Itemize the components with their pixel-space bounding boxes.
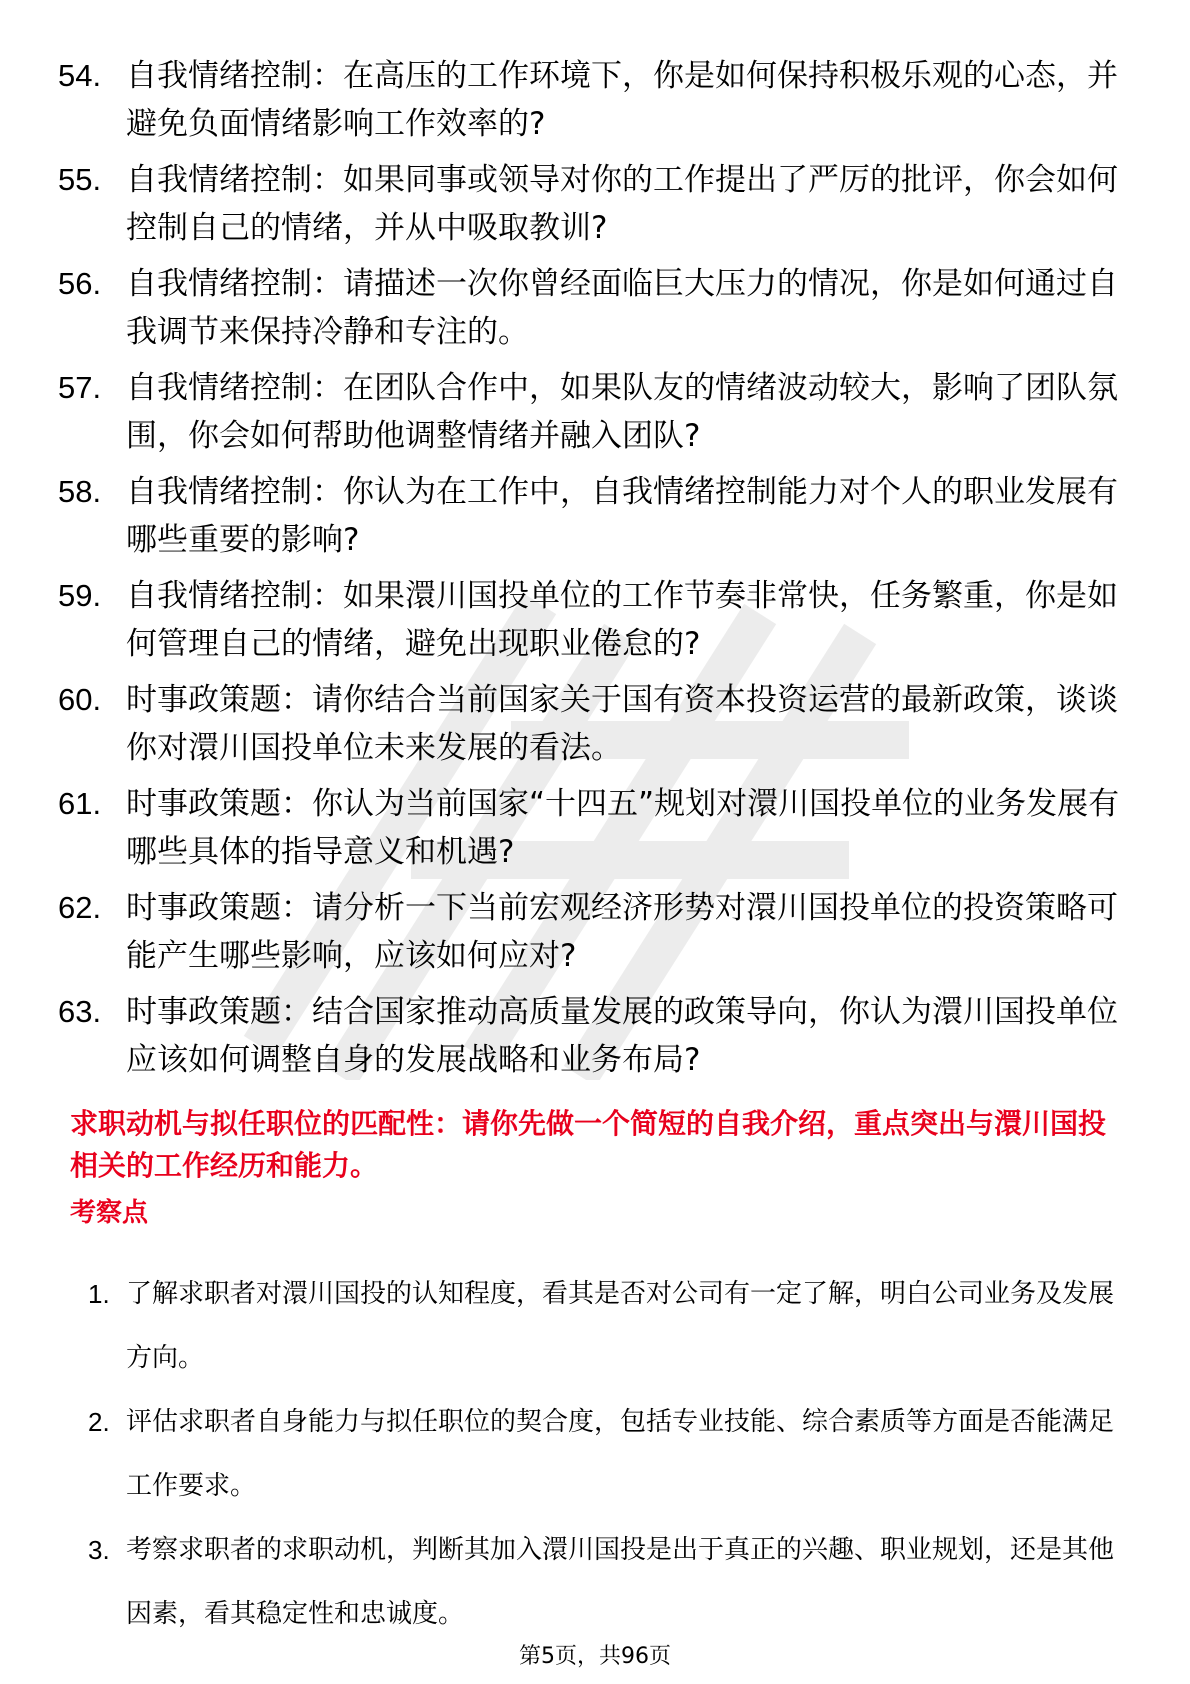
- points-label: 考察点: [70, 1198, 149, 1228]
- question-text: 自我情绪控制：请描述一次你曾经面临巨大压力的情况，你是如何通过自我调节来保持冷静和专注的。: [126, 266, 1118, 350]
- question-item-62: [0, 884, 1190, 980]
- question-number: 59.: [58, 578, 102, 613]
- question-item-60: [0, 676, 1190, 772]
- point-number: 2.: [88, 1407, 110, 1437]
- question-text: 时事政策题：你认为当前国家“十四五”规划对澴川国投单位的业务发展有哪些具体的指导意义和机遇?: [126, 786, 1120, 870]
- question-item-61: [0, 780, 1190, 876]
- point-item-1: [0, 1262, 1190, 1390]
- point-item-3: [0, 1518, 1190, 1646]
- question-number: 61.: [58, 786, 102, 821]
- question-text: 自我情绪控制：在高压的工作环境下，你是如何保持积极乐观的心态，并避免负面情绪影响工作效率的?: [126, 58, 1118, 142]
- question-number: 55.: [58, 162, 102, 197]
- section-title: 求职动机与拟任职位的匹配性：请你先做一个简短的自我介绍，重点突出与澴川国投相关的工作经历和能力。: [70, 1107, 1107, 1182]
- points-list: [0, 1262, 1190, 1646]
- question-number: 56.: [58, 266, 102, 301]
- question-number: 62.: [58, 890, 102, 925]
- question-text: 自我情绪控制：如果同事或领导对你的工作提出了严厉的批评，你会如何控制自己的情绪，并从中吸取教训?: [126, 162, 1118, 246]
- question-number: 60.: [58, 682, 102, 717]
- point-text: 了解求职者对澴川国投的认知程度，看其是否对公司有一定了解，明白公司业务及发展方向。: [126, 1279, 1115, 1373]
- question-number: 54.: [58, 58, 102, 93]
- question-item-59: [0, 572, 1190, 668]
- question-item-57: [0, 364, 1190, 460]
- question-item-63: [0, 988, 1190, 1084]
- page-footer: 第5页，共96页: [519, 1644, 671, 1669]
- question-number: 57.: [58, 370, 102, 405]
- question-number: 63.: [58, 994, 102, 1029]
- question-item-56: [0, 260, 1190, 356]
- question-list: [0, 52, 1190, 1092]
- question-text: 自我情绪控制：你认为在工作中，自我情绪控制能力对个人的职业发展有哪些重要的影响?: [126, 474, 1118, 558]
- question-item-58: [0, 468, 1190, 564]
- point-text: 评估求职者自身能力与拟任职位的契合度，包括专业技能、综合素质等方面是否能满足工作要求。: [126, 1407, 1115, 1501]
- question-text: 时事政策题：结合国家推动高质量发展的政策导向，你认为澴川国投单位应该如何调整自身的发展战略和业务布局?: [126, 994, 1118, 1078]
- point-number: 1.: [88, 1279, 110, 1309]
- question-text: 时事政策题：请分析一下当前宏观经济形势对澴川国投单位的投资策略可能产生哪些影响，应该如何应对?: [126, 890, 1118, 974]
- point-number: 3.: [88, 1535, 110, 1565]
- question-number: 58.: [58, 474, 102, 509]
- point-item-2: [0, 1390, 1190, 1518]
- question-item-55: [0, 156, 1190, 252]
- question-text: 时事政策题：请你结合当前国家关于国有资本投资运营的最新政策，谈谈你对澴川国投单位未来发展的看法。: [126, 682, 1118, 766]
- question-item-54: [0, 52, 1190, 148]
- point-text: 考察求职者的求职动机，判断其加入澴川国投是出于真正的兴趣、职业规划，还是其他因素，看其稳定性和忠诚度。: [126, 1535, 1115, 1629]
- question-text: 自我情绪控制：在团队合作中，如果队友的情绪波动较大，影响了团队氛围，你会如何帮助他调整情绪并融入团队?: [126, 370, 1118, 454]
- question-text: 自我情绪控制：如果澴川国投单位的工作节奏非常快，任务繁重，你是如何管理自己的情绪，避免出现职业倦怠的?: [126, 578, 1118, 662]
